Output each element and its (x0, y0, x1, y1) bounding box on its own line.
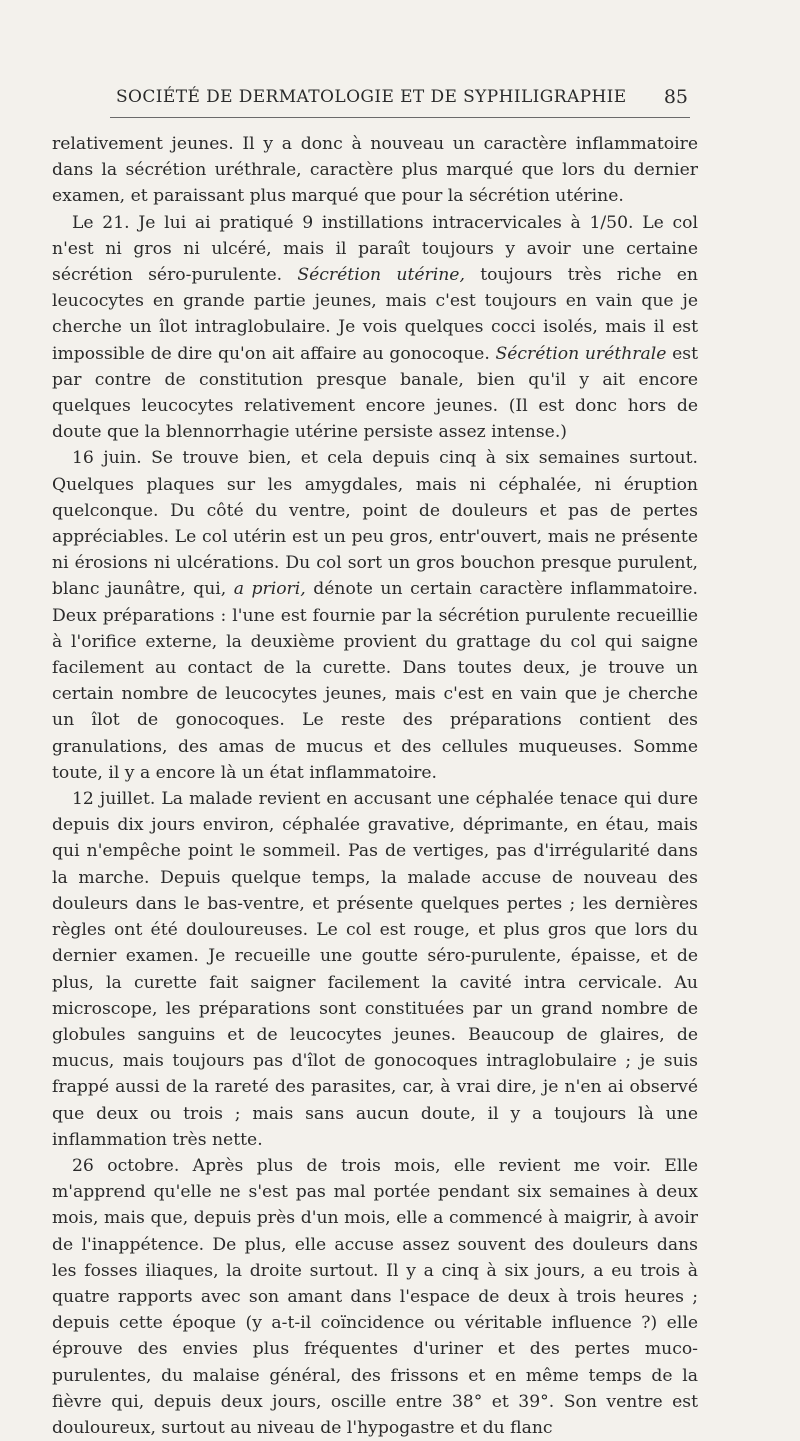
header-rule (110, 117, 690, 118)
paragraph-26-octobre: 26 octobre. Après plus de trois mois, elle revient me voir. Elle m'apprend qu'elle ne s'est pas mal portée pendant six semaines à deux mois, mais que, depuis près d'un mois, elle a commencé à maigrir, à avoir de l'inappétence. De plus, elle accuse assez souvent des douleurs dans les fosses iliaques, la droite surtout. Il y a cinq à six jours, a eu trois à quatre rapports avec son amant dans l'espace de deux à trois heures ; depuis cette époque (y a-t-il coïncidence ou véritable influence ?) elle éprouve des envies plus fréquentes d'uriner et des pertes muco-purulentes, du malaise général, des frissons et en même temps de la fièvre qui, depuis deux jours, oscille entre 38° et 39°. Son ventre est douloureux, surtout au niveau de l'hypogastre et du flanc (52, 1155, 698, 1438)
body-text (52, 131, 698, 1441)
page-number: 85 (663, 86, 688, 108)
paragraph-le-21: Le 21. Je lui ai pratiqué 9 instillations intracervicales à 1/50. Le col n'est ni gros ni ulcéré, mais il paraît toujours y avoir une certaine sécrétion séro-purulente. Sécrétion utérine, toujours très riche en leucocytes en grande partie jeunes, mais c'est toujours en vain que je cherche un îlot intraglobulaire. Je vois quelques cocci isolés, mais il est impossible de dire qu'on ait affaire au gonocoque. Sécrétion uréthrale est par contre de constitution presque banale, bien qu'il y ait encore quelques leucocytes relativement encore jeunes. (Il est donc hors de doute que la blennorrhagie utérine persiste assez intense.) (52, 212, 699, 443)
emphasis-secretion-urethrale: Sécrétion uréthrale (495, 343, 667, 364)
emphasis-secretion-uterine: Sécrétion utérine, (297, 265, 465, 286)
running-title: SOCIÉTÉ DE DERMATOLOGIE ET DE SYPHILIGRAPHIE (116, 87, 627, 107)
paragraph-continuation: relativement jeunes. Il y a donc à nouveau un caractère inflammatoire dans la sécrétion uréthrale, caractère plus marqué que lors du dernier examen, et paraissant plus marqué que pour la sécrétion utérine. (52, 134, 698, 207)
page-header (116, 84, 690, 110)
emphasis-a-priori: a priori, (233, 579, 306, 600)
paragraph-12-juillet: 12 juillet. La malade revient en accusant une céphalée tenace qui dure depuis dix jours environ, céphalée gravative, déprimante, en étau, mais qui n'empêche point le sommeil. Pas de vertiges, pas d'irrégularité dans la marche. Depuis quelque temps, la malade accuse de nouveau des douleurs dans le bas-ventre, et présente quelques pertes ; les dernières règles ont été douloureuses. Le col est rouge, et plus gros que lors du dernier examen. Je recueille une goutte séro-purulente, épaisse, et de plus, la curette fait saigner facilement la cavité intra cervicale. Au microscope, les préparations sont constituées par un grand nombre de globules sanguins et de leucocytes jeunes. Beaucoup de glaires, de mucus, mais toujours pas d'îlot de gonocoques intraglobulaire ; je suis frappé aussi de la rareté des parasites, car, à vrai dire, je n'en ai observé que deux ou trois ; mais sans aucun doute, il y a toujours là une inflammation très nette. (52, 789, 698, 1150)
paragraph-16-juin: 16 juin. Se trouve bien, et cela depuis cinq à six semaines surtout. Quelques plaques sur les amygdales, mais ni céphalée, ni éruption quelconque. Du côté du ventre, point de douleurs et pas de pertes appréciables. Le col utérin est un peu gros, entr'ouvert, mais ne présente ni érosions ni ulcérations. Du col sort un gros bouchon presque purulent, blanc jaunâtre, qui, a priori, dénote un certain caractère inflammatoire. Deux préparations : l'une est fournie par la sécrétion purulente recueillie à l'orifice externe, la deuxième provient du grattage du col qui saigne facilement au contact de la curette. Dans toutes deux, je trouve un certain nombre de leucocytes jeunes, mais c'est en vain que je cherche un îlot de gonocoques. Le reste des préparations contient des granulations, des amas de mucus et des cellules muqueuses. Somme toute, il y a encore là un état inflammatoire. (52, 448, 698, 783)
